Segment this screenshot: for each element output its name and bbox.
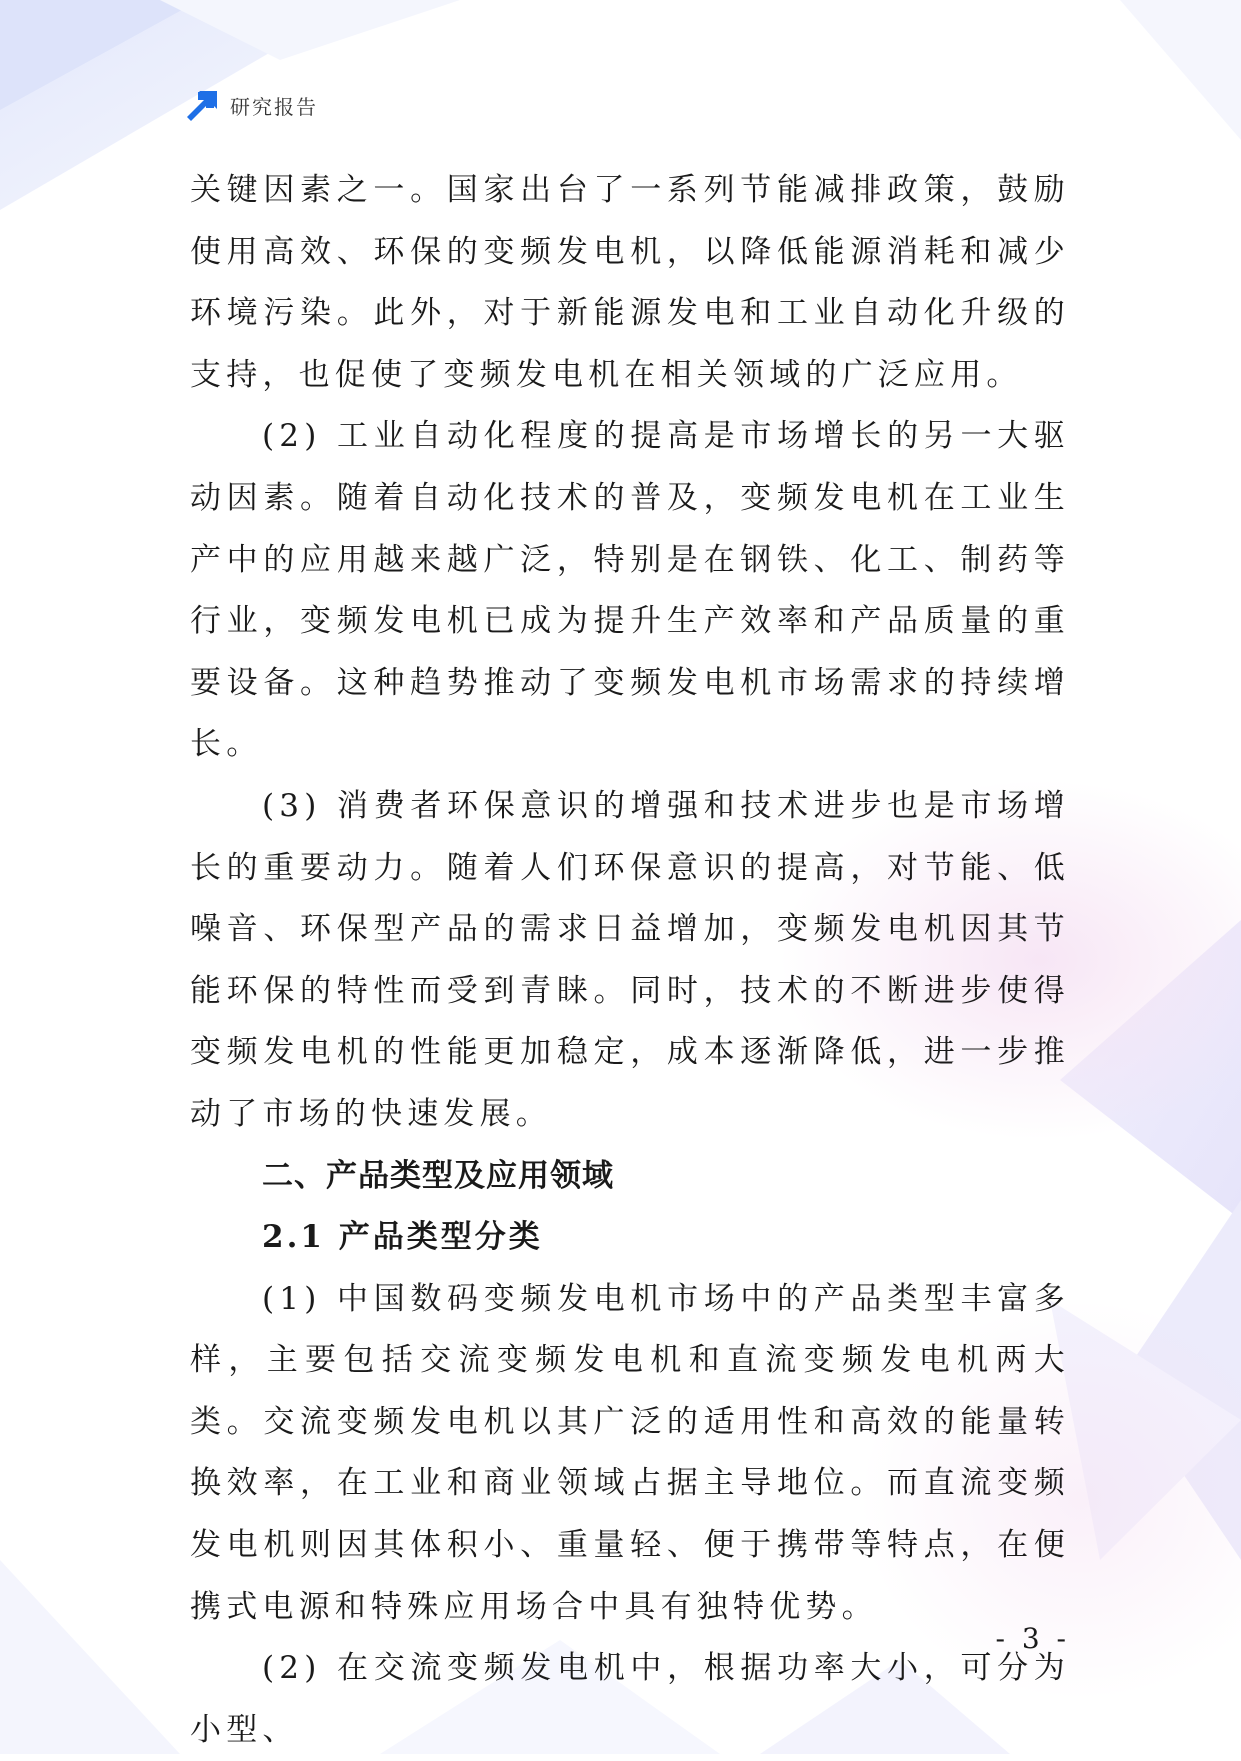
paragraph: (3) 消费者环保意识的增强和技术进步也是市场增长的重要动力。随着人们环保意识的提高，对节能、低噪音、环保型产品的需求日益增加，变频发电机因其节能环保的特性而受到青睐。同时，技术的不断进步使得变频发电机的性能更加稳定，成本逐渐降低，进一步推动了市场的快速发展。 [190,787,1070,1132]
section-heading: 二、产品类型及应用领域 [262,1157,614,1194]
header-title: 研究报告 [230,94,318,119]
report-body [190,160,1070,1761]
paragraph: (1) 中国数码变频发电机市场中的产品类型丰富多样，主要包括交流变频发电机和直流变频发电机两大类。交流变频发电机以其广泛的适用性和高效的能量转换效率，在工业和商业领域占据主导地位。而直流变频发电机则因其体积小、重量轻、便于携带等特点，在便携式电源和特殊应用场合中具有独特优势。 [190,1280,1070,1625]
paragraph: (2) 在交流变频发电机中，根据功率大小，可分为小型、 [190,1650,1070,1748]
paragraph: 关键因素之一。国家出台了一系列节能减排政策，鼓励使用高效、环保的变频发电机，以降低能源消耗和减少环境污染。此外，对于新能源发电和工业自动化升级的支持，也促使了变频发电机在相关领域的广泛应用。 [190,172,1070,393]
paragraph: (2) 工业自动化程度的提高是市场增长的另一大驱动因素。随着自动化技术的普及，变频发电机在工业生产中的应用越来越广泛，特别是在钢铁、化工、制药等行业，变频发电机已成为提升生产效率和产品质量的重要设备。这种趋势推动了变频发电机市场需求的持续增长。 [190,418,1070,763]
subsection-heading: 2.1 产品类型分类 [262,1219,543,1256]
report-header [186,88,318,122]
page-number: - 3 - [995,1622,1070,1655]
arrow-up-right-icon [186,88,220,122]
